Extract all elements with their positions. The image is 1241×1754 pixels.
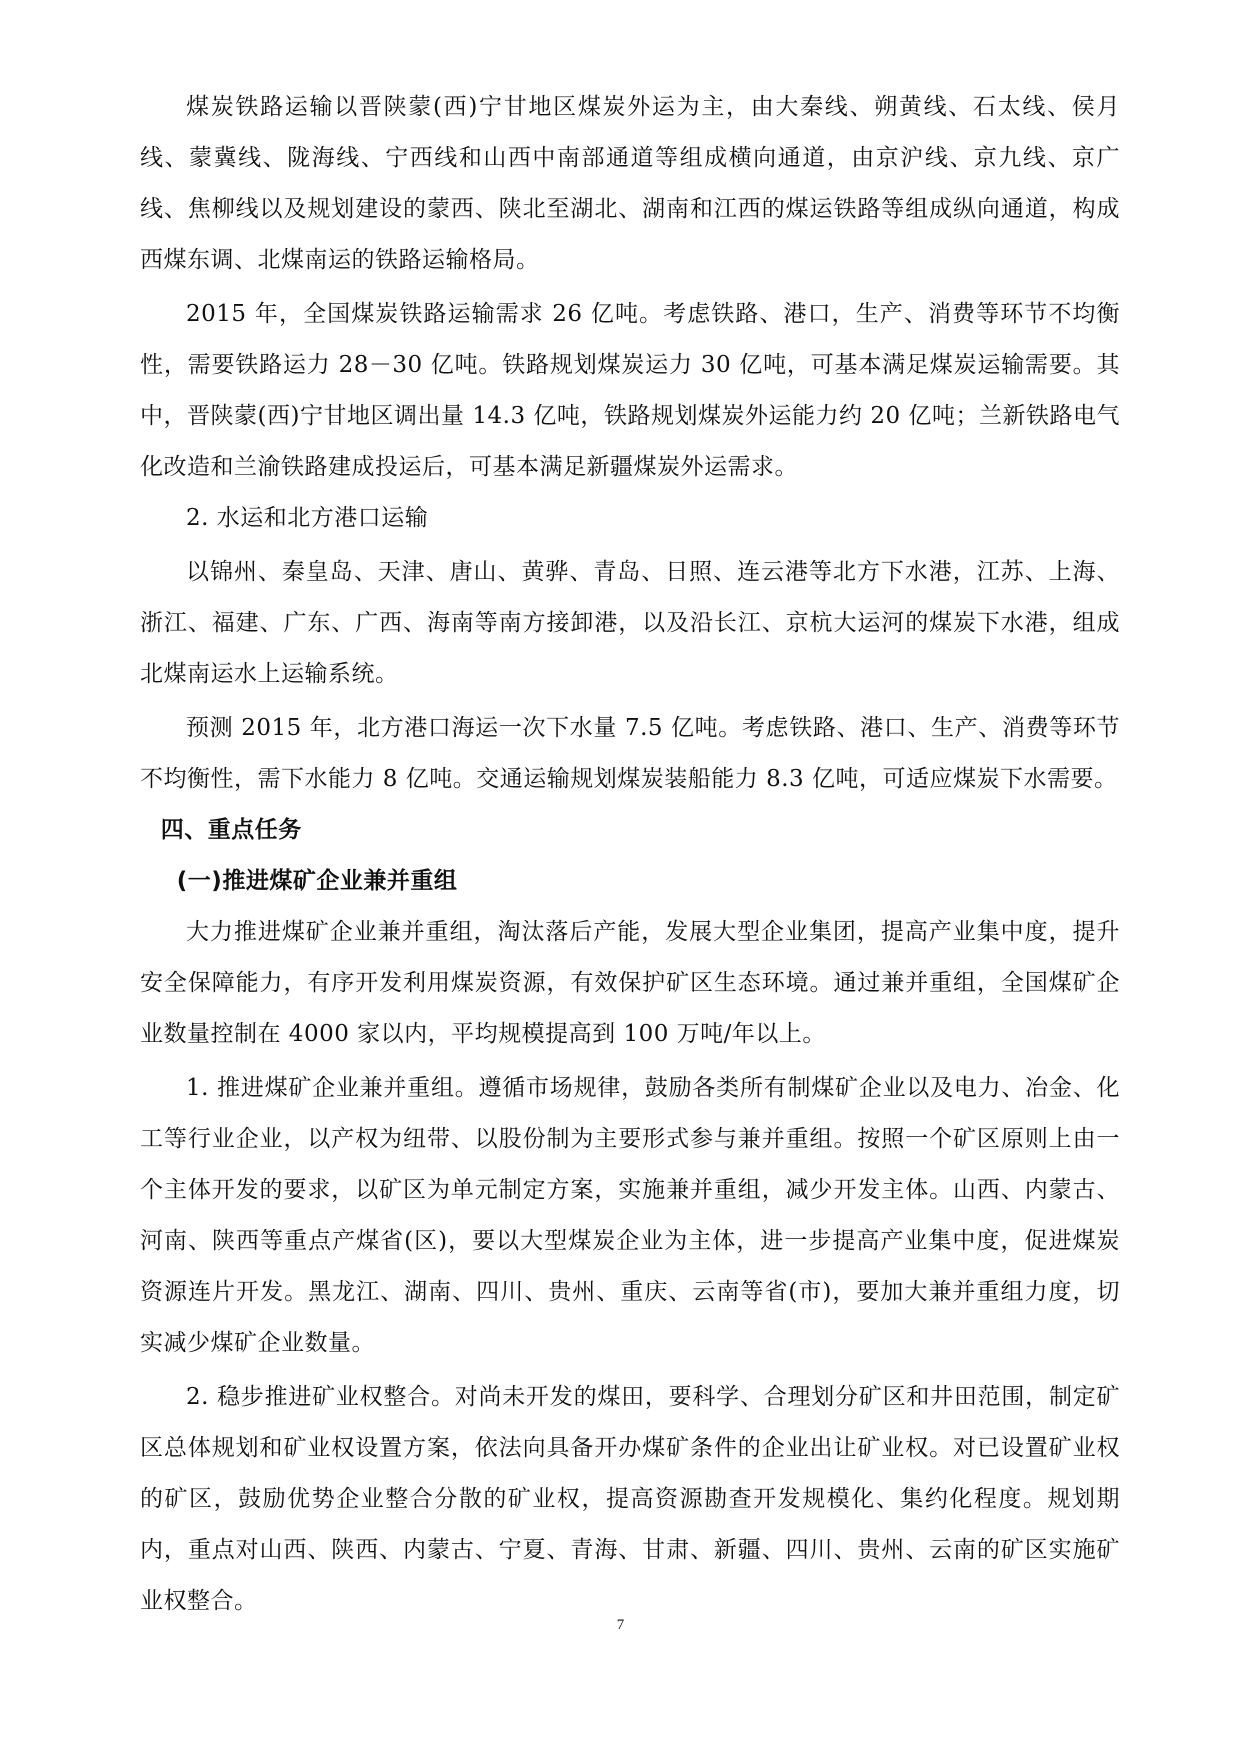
subheading-mergers: (一)推进煤矿企业兼并重组 <box>176 868 458 894</box>
paragraph-merger-item-2: 2. 稳步推进矿业权整合。对尚未开发的煤田，要科学、合理划分矿区和井田范围，制定矿区总体规划和矿业权设置方案，依法向具备开办煤矿条件的企业出让矿业权。对已设置矿业权的矿区，鼓励优势企业整合分散的矿业权，提高资源勘查开发规模化、集约化程度。规划期内，重点对山西、陕西、内蒙古、宁夏、青海、甘肃、新疆、四川、贵州、云南的矿区实施矿业权整合。 <box>140 1384 1120 1614</box>
section-title-water-transport: 2. 水运和北方港口运输 <box>186 505 429 531</box>
paragraph-merger-item-1: 1. 推进煤矿企业兼并重组。遵循市场规律，鼓励各类所有制煤矿企业以及电力、冶金、化工等行业企业，以产权为纽带、以股份制为主要形式参与兼并重组。按照一个矿区原则上由一个主体开发的要求，以矿区为单元制定方案，实施兼并重组，减少开发主体。山西、内蒙古、河南、陕西等重点产煤省(区)，要以大型煤炭企业为主体，进一步提高产业集中度，促进煤炭资源连片开发。黑龙江、湖南、四川、贵州、重庆、云南等省(市)，要加大兼并重组力度，切实减少煤矿企业数量。 <box>140 1075 1120 1356</box>
page-content <box>140 82 1120 1627</box>
heading-key-tasks: 四、重点任务 <box>160 817 302 843</box>
paragraph-merger-overview: 大力推进煤矿企业兼并重组，淘汰落后产能，发展大型企业集团，提高产业集中度，提升安全保障能力，有序开发利用煤炭资源，有效保护矿区生态环境。通过兼并重组，全国煤矿企业数量控制在 4000 家以内，平均规模提高到 100 万吨/年以上。 <box>140 919 1120 1047</box>
page-number: 7 <box>616 1617 625 1633</box>
paragraph-rail-network: 煤炭铁路运输以晋陕蒙(西)宁甘地区煤炭外运为主，由大秦线、朔黄线、石太线、侯月线、蒙冀线、陇海线、宁西线和山西中南部通道等组成横向通道，由京沪线、京九线、京广线、焦柳线以及规划建设的蒙西、陕北至湖北、湖南和江西的煤运铁路等组成纵向通道，构成西煤东调、北煤南运的铁路运输格局。 <box>140 94 1120 273</box>
paragraph-ports: 以锦州、秦皇岛、天津、唐山、黄骅、青岛、日照、连云港等北方下水港，江苏、上海、浙江、福建、广东、广西、海南等南方接卸港，以及沿长江、京杭大运河的煤炭下水港，组成北煤南运水上运输系统。 <box>140 559 1120 687</box>
paragraph-rail-demand-2015: 2015 年，全国煤炭铁路运输需求 26 亿吨。考虑铁路、港口，生产、消费等环节不均衡性，需要铁路运力 28－30 亿吨。铁路规划煤炭运力 30 亿吨，可基本满足煤炭运输需要。其中，晋陕蒙(西)宁甘地区调出量 14.3 亿吨，铁路规划煤炭外运能力约 20 亿吨；兰新铁路电气化改造和兰渝铁路建成投运后，可基本满足新疆煤炭外运需求。 <box>140 301 1120 480</box>
paragraph-port-forecast-2015: 预测 2015 年，北方港口海运一次下水量 7.5 亿吨。考虑铁路、港口、生产、消费等环节不均衡性，需下水能力 8 亿吨。交通运输规划煤炭装船能力 8.3 亿吨，可适应煤炭下水需要。 <box>140 715 1120 792</box>
